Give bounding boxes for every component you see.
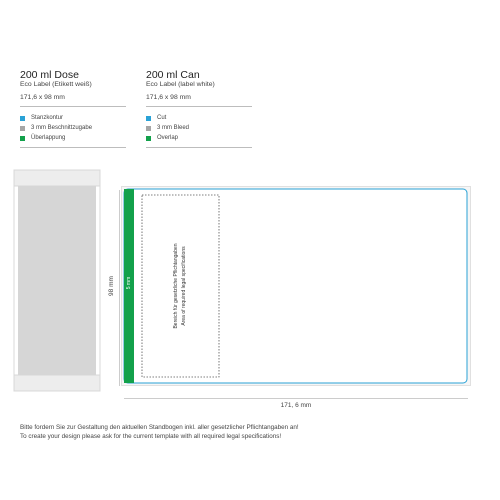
legend-label: 3 mm Bleed	[157, 125, 190, 131]
legend-label: Überlappung	[31, 135, 66, 141]
size-en: 171,6 x 98 mm	[146, 94, 191, 101]
height-dimension-line	[119, 190, 120, 386]
legend-label: Overlap	[157, 135, 179, 141]
height-dimension-label: 98 mm	[108, 276, 115, 296]
size-de: 171,6 x 98 mm	[20, 94, 65, 101]
overlap-label: 5 mm	[126, 276, 132, 290]
swatch-bleed-en	[146, 126, 151, 131]
divider-en-bottom	[146, 147, 252, 148]
can-top-rim	[14, 170, 100, 186]
swatch-cut-en	[146, 116, 151, 121]
legend-item-bleed-de	[20, 123, 92, 133]
legend-de	[20, 113, 92, 143]
title-en: 200 ml Can	[146, 69, 200, 81]
footer-note-en: To create your design please ask for the current template with all required legal specifications!	[20, 433, 282, 440]
legend-label: Cut	[157, 115, 167, 121]
legend-label: Stanzkontur	[31, 115, 64, 121]
footer-note-de: Bitte fordern Sie zur Gestaltung den aktuellen Standbogen inkl. aller gesetzlicher Pflichtangaben an!	[20, 424, 299, 431]
divider-de-bottom	[20, 147, 126, 148]
swatch-overlap-en	[146, 136, 151, 141]
swatch-bleed-de	[20, 126, 25, 131]
swatch-overlap-de	[20, 136, 25, 141]
subtitle-de: Eco Label (Etikett weiß)	[20, 81, 92, 88]
legend-item-cut-de	[20, 113, 92, 123]
swatch-cut-de	[20, 116, 25, 121]
divider-en-top	[146, 106, 252, 107]
legend-en	[146, 113, 189, 143]
divider-de-top	[20, 106, 126, 107]
subtitle-en: Eco Label (label white)	[146, 81, 215, 88]
can-bottom-rim	[14, 375, 100, 391]
legend-item-cut-en	[146, 113, 189, 123]
width-dimension-label: 171, 6 mm	[280, 402, 312, 409]
can-side-illustration	[12, 168, 102, 393]
legend-item-overlap-en	[146, 133, 189, 143]
legend-label: 3 mm Beschnittzugabe	[31, 125, 93, 131]
width-dimension-line	[124, 398, 468, 399]
title-de: 200 ml Dose	[20, 69, 79, 81]
legend-item-overlap-de	[20, 133, 92, 143]
legal-area-text-de: Bereich für gesetzliche Pflichtangaben	[173, 243, 179, 329]
legal-area-text-en: Area of required legal specifications	[181, 246, 187, 326]
can-label-area	[18, 186, 96, 375]
legend-item-bleed-en	[146, 123, 189, 133]
